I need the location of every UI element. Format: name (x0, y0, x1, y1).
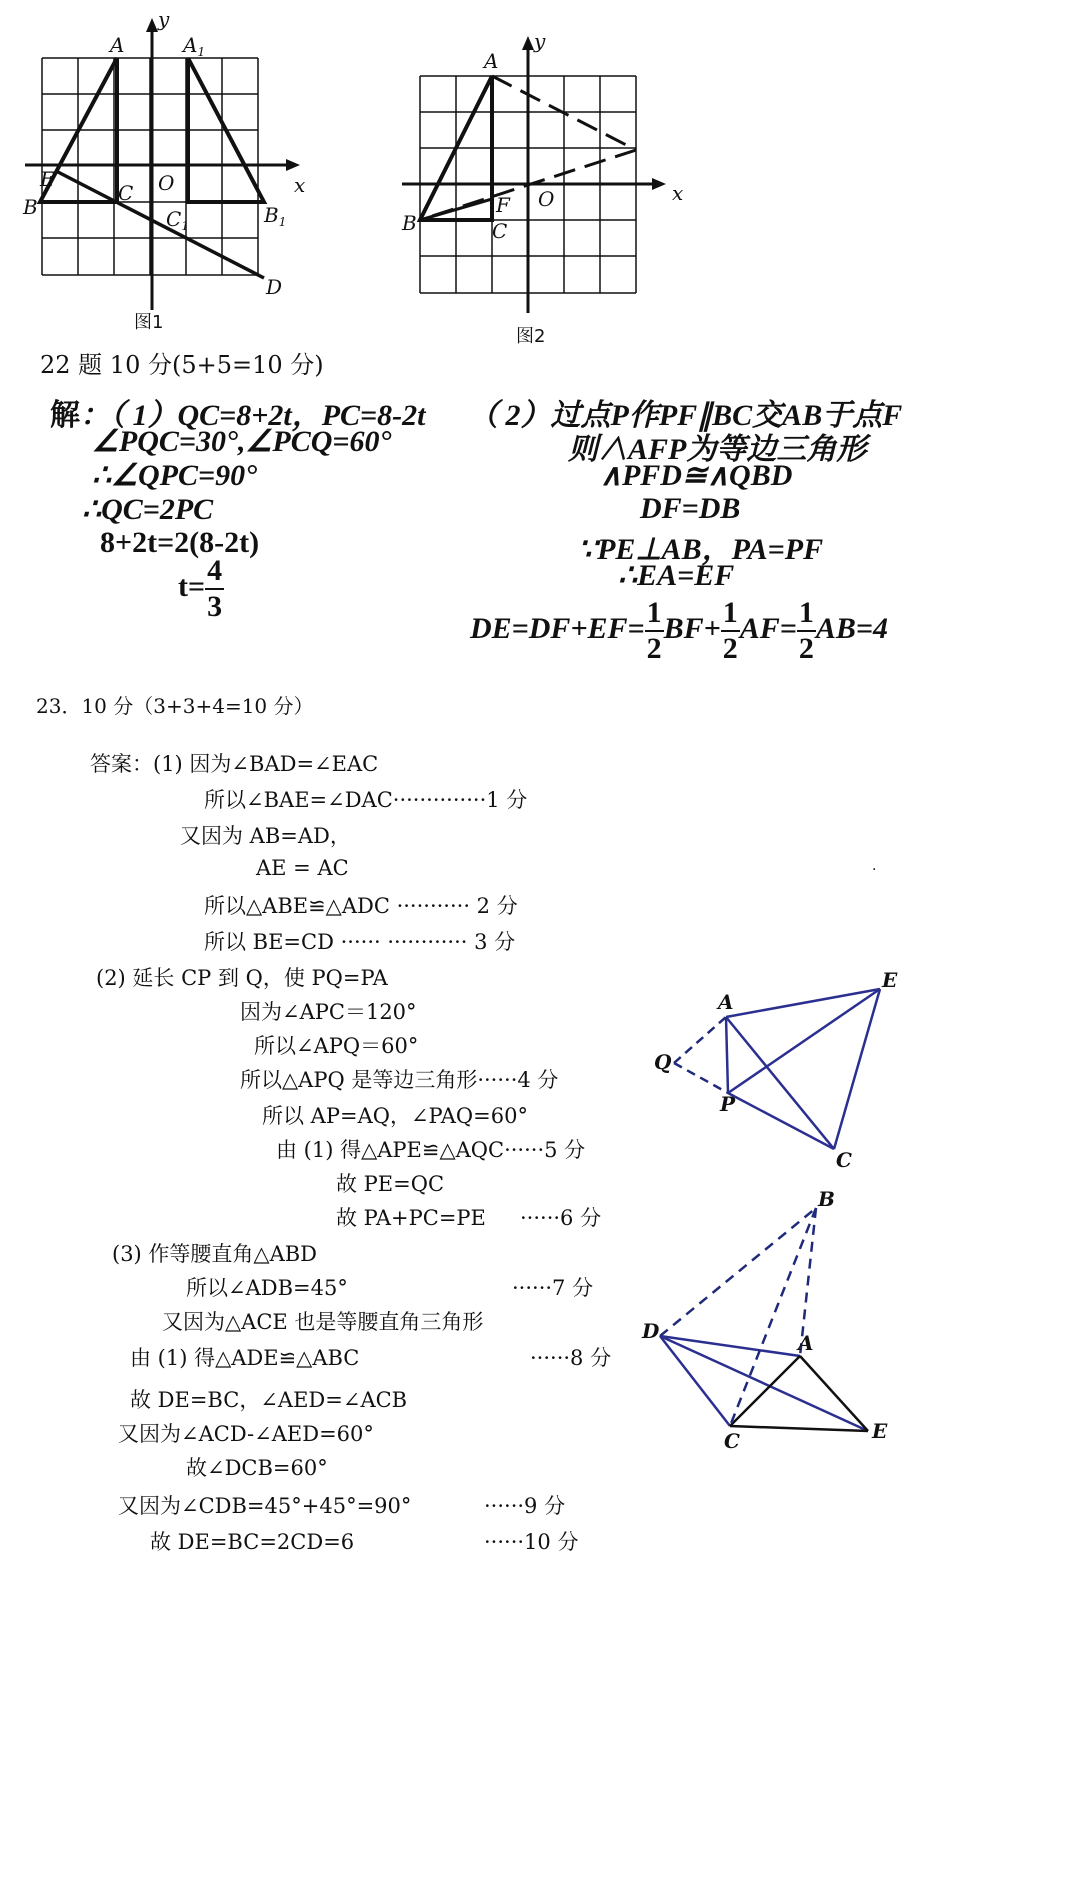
q23-line-22: 又因为∠CDB=45°+45°=90° (118, 1494, 412, 1518)
q22-r7a: DE=DF+EF= (470, 611, 645, 645)
q22-half-1 (645, 598, 664, 664)
q23-line-17: 又因为△ACE 也是等腰直角三角形 (162, 1310, 484, 1334)
fig4-label-c: C (724, 1429, 740, 1453)
q23-line-18: 由 (1) 得△ADE≌△ABC (130, 1346, 360, 1370)
fig1-label-a1: $A_1$ (183, 33, 206, 59)
fig1-label-c1: $C_1$ (166, 207, 189, 233)
q23-line-16-score: ······7 分 (512, 1276, 594, 1300)
fig3-label-a: A (718, 990, 734, 1014)
fig1-label-b1: $B_1$ (264, 203, 287, 229)
q22-l1: ：（ 1）QC=8+2t，PC=8-2t (80, 399, 426, 432)
q22-r3: ∧PFD≅∧QBD (600, 459, 793, 492)
q23-line-23-score: ······10 分 (484, 1530, 579, 1554)
q23-line-12: 由 (1) 得△APE≌△AQC······5 分 (276, 1138, 586, 1162)
q22-l3: ∴∠QPC=90° (92, 459, 258, 492)
figure-1 (20, 7, 340, 333)
fig2-label-x: x (672, 181, 684, 205)
half-den: 2 (798, 632, 814, 665)
q23-line-13: 故 PE=QC (336, 1172, 445, 1196)
fig2-label-a: A (484, 49, 499, 73)
fig1-label-e: E (40, 167, 55, 191)
fig2-label-o: O (538, 187, 555, 211)
figure-3 (650, 968, 910, 1175)
q23-line-11: 所以 AP=AQ，∠PAQ=60° (262, 1104, 528, 1128)
q23-line-22-score: ······9 分 (484, 1494, 566, 1518)
q22-l4: ∴QC=2PC (82, 493, 214, 526)
q22-r7d: AB=4 (815, 611, 889, 645)
fig1-label-b: B (23, 195, 38, 219)
q23-heading: 23．10 分（3+3+4=10 分） (36, 694, 314, 718)
fig1-label-o: O (158, 171, 175, 195)
fig2-caption: 图2 (516, 326, 546, 347)
half-num: 1 (797, 598, 816, 632)
fig3-label-q: Q (654, 1050, 672, 1074)
q22-r1: （ 2）过点P作PF∥BC交AB于点F (468, 399, 903, 432)
q23-line-14-score: ······6 分 (520, 1206, 602, 1230)
q22-r7c: AF= (739, 611, 797, 645)
q23-line-4: AE = AC (256, 856, 349, 880)
q23-line-21: 故∠DCB=60° (186, 1456, 328, 1480)
q22-jie: 解 (50, 399, 80, 432)
fig4-label-d: D (642, 1319, 660, 1343)
fig3-label-e: E (882, 968, 898, 992)
fig1-label-c: C (118, 181, 134, 205)
q23-line-3: 又因为 AB=AD， (180, 824, 351, 848)
q23-line-2: 所以∠BAE=∠DAC··············1 分 (204, 788, 528, 812)
q23-line-14: 故 PA+PC=PE (336, 1206, 486, 1230)
figure-4 (640, 1187, 900, 1458)
figure-2 (400, 28, 700, 348)
q23-line-10: 所以△APQ 是等边三角形······4 分 (240, 1068, 559, 1092)
half-den: 2 (722, 632, 738, 665)
q22-r5: ∵PE⊥AB，PA=PF (578, 533, 824, 566)
q23-line-19: 故 DE=BC，∠AED=∠ACB (130, 1388, 408, 1412)
q22-t-den: 3 (207, 590, 223, 623)
q22-r6: ∴EA=EF (618, 559, 735, 592)
fig3-label-c: C (836, 1148, 852, 1172)
q23-line-15: (3) 作等腰直角△ABD (112, 1242, 318, 1266)
half-den: 2 (646, 632, 662, 665)
stray-dot: . (872, 858, 877, 874)
q22-l5: 8+2t=2(8-2t) (100, 526, 260, 559)
fig1-label-y: y (158, 7, 170, 31)
q23-line-1: 答案：(1) 因为∠BAD=∠EAC (90, 752, 379, 776)
q22-t-frac (205, 556, 224, 622)
q23-line-20: 又因为∠ACD-∠AED=60° (118, 1422, 374, 1446)
q23-line-18-score: ······8 分 (530, 1346, 612, 1370)
fig2-label-f: F (496, 193, 510, 217)
half-num: 1 (645, 598, 664, 632)
half-num: 1 (721, 598, 740, 632)
fig1-label-d: D (266, 275, 283, 299)
fig4-label-a: A (798, 1331, 814, 1355)
q22-t-num: 4 (205, 556, 224, 590)
q22-r4: DF=DB (640, 492, 741, 525)
fig2-label-b: B (402, 211, 417, 235)
fig2-label-y: y (534, 29, 546, 53)
fig2-label-c: C (492, 219, 508, 243)
q22-t-value (178, 556, 224, 622)
q22-heading: 22 题 10 分(5+5=10 分) (40, 351, 324, 379)
fig4-label-e: E (872, 1419, 888, 1443)
fig4-label-b: B (818, 1187, 835, 1211)
q23-line-16: 所以∠ADB=45° (186, 1276, 348, 1300)
q22-r2: 则∧AFP为等边三角形 (568, 433, 867, 466)
fig1-label-x: x (294, 173, 306, 197)
q23-line-5: 所以△ABE≌△ADC ··········· 2 分 (204, 894, 518, 918)
q22-r7 (470, 598, 888, 664)
q23-line-6: 所以 BE=CD ······ ············ 3 分 (204, 930, 516, 954)
q23-line-23: 故 DE=BC=2CD=6 (150, 1530, 355, 1554)
fig1-caption: 图1 (134, 312, 164, 333)
q22-t-lhs: t= (178, 569, 206, 603)
q23-line-7: (2) 延长 CP 到 Q，使 PQ=PA (96, 966, 388, 990)
q22-r7b: BF+ (663, 611, 721, 645)
fig3-label-p: P (720, 1092, 736, 1116)
q23-line-9: 所以∠APQ＝60° (254, 1034, 419, 1058)
q22-l2: ∠PQC=30°,∠PCQ=60° (92, 425, 392, 458)
fig1-label-a: A (110, 33, 125, 57)
q22-half-3 (797, 598, 816, 664)
q22-half-2 (721, 598, 740, 664)
q23-line-8: 因为∠APC＝120° (240, 1000, 417, 1024)
